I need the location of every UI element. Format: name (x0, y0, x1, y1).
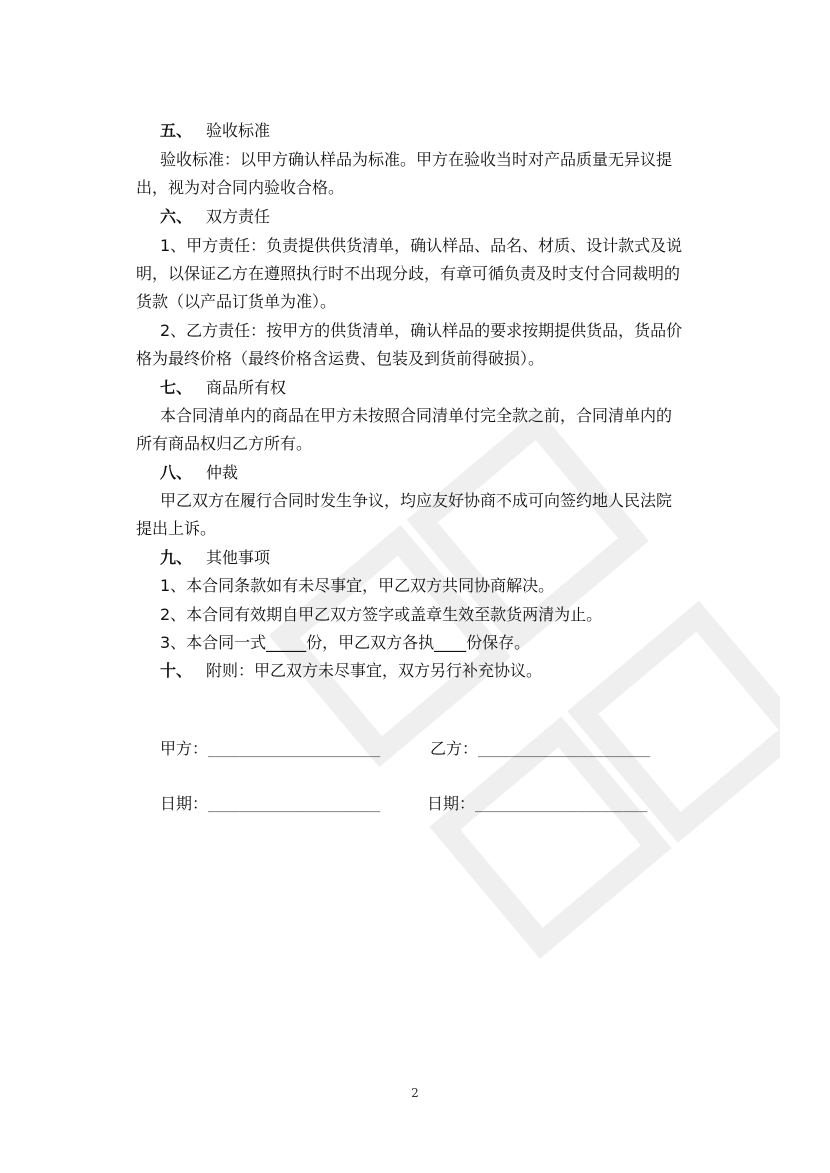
paragraph-line: 2、乙方责任：按甲方的供货清单，确认样品的要求按期提供货品，货品价 (160, 321, 683, 340)
section-heading-9 (160, 547, 270, 569)
paragraph-line: 所有商品权归乙方所有。 (136, 434, 313, 453)
party-b-signature (430, 736, 650, 759)
page-number: 2 (411, 1086, 419, 1100)
section-heading-8 (160, 462, 238, 484)
section-number: 五、 (160, 121, 193, 140)
date-a-blank: ______________________ (208, 798, 381, 813)
paragraph-line: 明，以保证乙方在遵照执行时不出现分歧，有章可循负责及时支付合同裁明的 (136, 264, 681, 283)
paragraph-line: 1、本合同条款如有未尽事宜，甲乙双方共同协商解决。 (160, 576, 555, 595)
party-b-label: 乙方： (430, 739, 479, 758)
paragraph-line: 提出上诉。 (136, 519, 217, 538)
date-b-field (427, 791, 647, 814)
paragraph-line: 2、本合同有效期自甲乙双方签字或盖章生效至款货两清为止。 (160, 605, 603, 624)
paragraph-line: 验收标准：以甲方确认样品为标准。甲方在验收当时对产品质量无异议提 (160, 150, 673, 169)
section-number: 六、 (160, 207, 193, 226)
date-b-blank: ______________________ (475, 798, 648, 813)
section-number: 八、 (160, 463, 193, 482)
section-heading-10 (160, 660, 542, 682)
section-title: 附则：甲乙双方未尽事宜，双方另行补充协议。 (206, 661, 543, 680)
paragraph-line: 3、本合同一式_____份，甲乙双方各执____份保存。 (160, 633, 531, 652)
paragraph-line: 甲乙双方在履行合同时发生争议，均应友好协商不成可向签约地人民法院 (160, 491, 673, 510)
paragraph-line: 货款（以产品订货单为准）。 (136, 292, 337, 311)
date-b-label: 日期： (427, 794, 476, 813)
section-heading-6 (160, 206, 270, 228)
watermark-graphic (260, 250, 780, 1150)
section-heading-7 (160, 377, 286, 399)
section-title: 其他事项 (206, 548, 271, 567)
section-title: 仲裁 (206, 463, 239, 482)
section-title: 验收标准 (206, 121, 271, 140)
section-number: 十、 (160, 661, 193, 680)
paragraph-line: 本合同清单内的商品在甲方未按照合同清单付完全款之前，合同清单内的 (160, 406, 673, 425)
section-heading-5 (160, 120, 270, 142)
party-b-blank: ______________________ (478, 743, 651, 758)
section-number: 九、 (160, 548, 193, 567)
party-a-label: 甲方： (160, 739, 209, 758)
date-a-field (160, 791, 380, 814)
paragraph-line: 1、甲方责任：负责提供供货清单，确认样品、品名、材质、设计款式及说 (160, 236, 683, 255)
section-number: 七、 (160, 378, 193, 397)
paragraph-line: 出，视为对合同内验收合格。 (136, 178, 345, 197)
section-title: 双方责任 (206, 207, 271, 226)
section-title: 商品所有权 (206, 378, 287, 397)
date-a-label: 日期： (160, 794, 209, 813)
party-a-signature (160, 736, 380, 759)
paragraph-line: 格为最终价格（最终价格含运费、包装及到货前得破损）。 (136, 349, 545, 368)
party-a-blank: ______________________ (208, 743, 381, 758)
